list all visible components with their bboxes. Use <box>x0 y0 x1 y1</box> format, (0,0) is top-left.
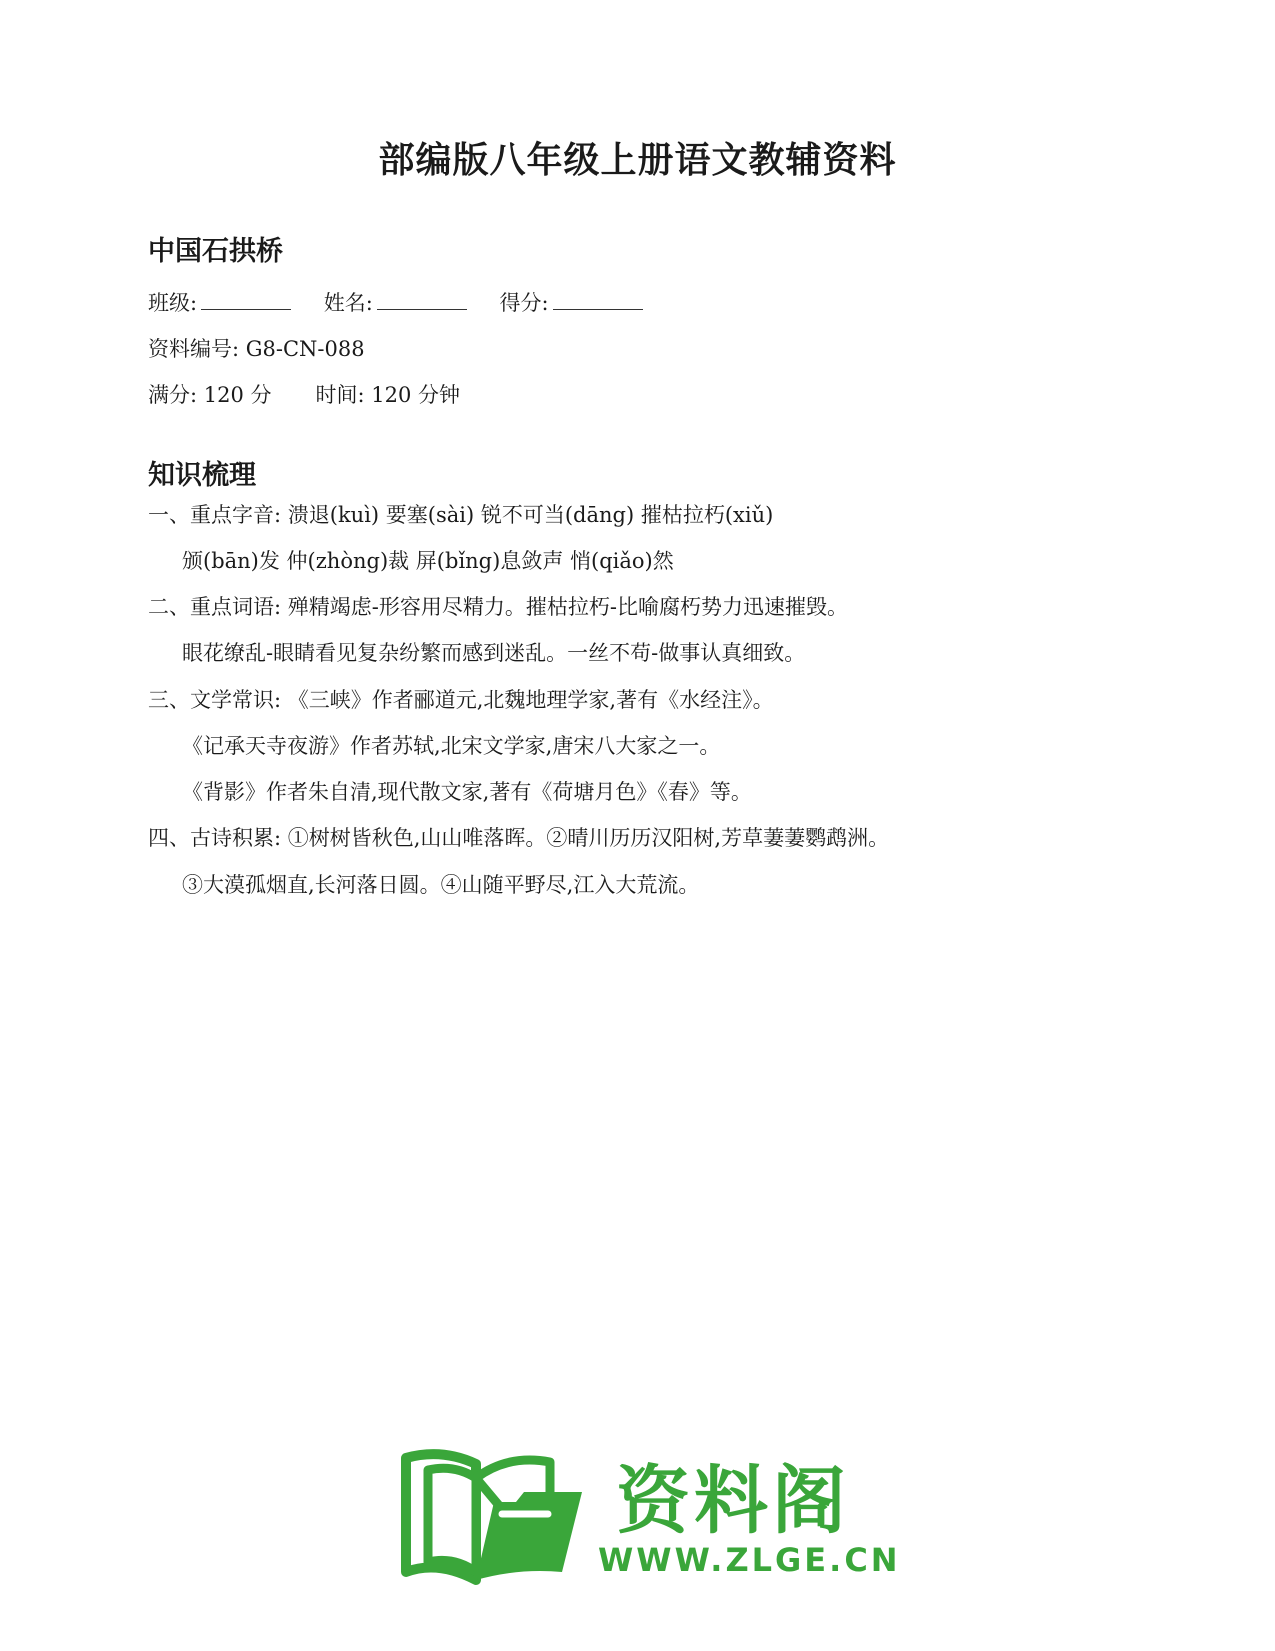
exam-meta-line <box>148 379 460 409</box>
content-line-2: 颁(bān)发 仲(zhòng)裁 屏(bǐng)息敛声 悄(qiǎo)然 <box>182 549 674 573</box>
content-line-5: 三、文学常识: 《三峡》作者郦道元,北魏地理学家,著有《水经注》。 <box>148 688 774 712</box>
content-line-1: 一、重点字音: 溃退(kuì) 要塞(sài) 锐不可当(dāng) 摧枯拉朽(xiǔ) <box>148 503 774 527</box>
name-blank[interactable] <box>377 291 467 310</box>
content-line-7: 《背影》作者朱自清,现代散文家,著有《荷塘月色》《春》等。 <box>182 780 752 804</box>
class-label: 班级: <box>148 291 198 315</box>
content-line-6: 《记承天寺夜游》作者苏轼,北宋文学家,唐宋八大家之一。 <box>182 734 721 758</box>
open-book-folder-icon <box>398 1440 588 1590</box>
exam-time: 时间: 120 分钟 <box>315 383 461 407</box>
full-score: 满分: 120 分 <box>148 383 272 407</box>
score-label: 得分: <box>499 291 549 315</box>
content-line-8: 四、古诗积累: ①树树皆秋色,山山唯落晖。②晴川历历汉阳树,芳草萋萋鹦鹉洲。 <box>148 826 890 850</box>
content-line-4: 眼花缭乱-眼睛看见复杂纷繁而感到迷乱。一丝不苟-做事认真细致。 <box>182 641 806 665</box>
lesson-title: 中国石拱桥 <box>148 236 283 267</box>
document-title: 部编版八年级上册语文教辅资料 <box>378 140 897 181</box>
logo-url[interactable]: WWW.ZLGE.CN <box>598 1541 901 1579</box>
score-blank[interactable] <box>553 291 643 310</box>
student-info-line <box>148 287 669 317</box>
material-code: 资料编号: G8-CN-088 <box>148 337 365 361</box>
content-line-3: 二、重点词语: 殚精竭虑-形容用尽精力。摧枯拉朽-比喻腐朽势力迅速摧毁。 <box>148 595 848 619</box>
site-logo[interactable] <box>398 1440 901 1590</box>
logo-name: 资料阁 <box>616 1458 850 1544</box>
name-label: 姓名: <box>323 291 373 315</box>
class-blank[interactable] <box>201 291 291 310</box>
content-line-9: ③大漠孤烟直,长河落日圆。④山随平野尽,江入大荒流。 <box>182 873 700 897</box>
section-title: 知识梳理 <box>148 460 256 491</box>
